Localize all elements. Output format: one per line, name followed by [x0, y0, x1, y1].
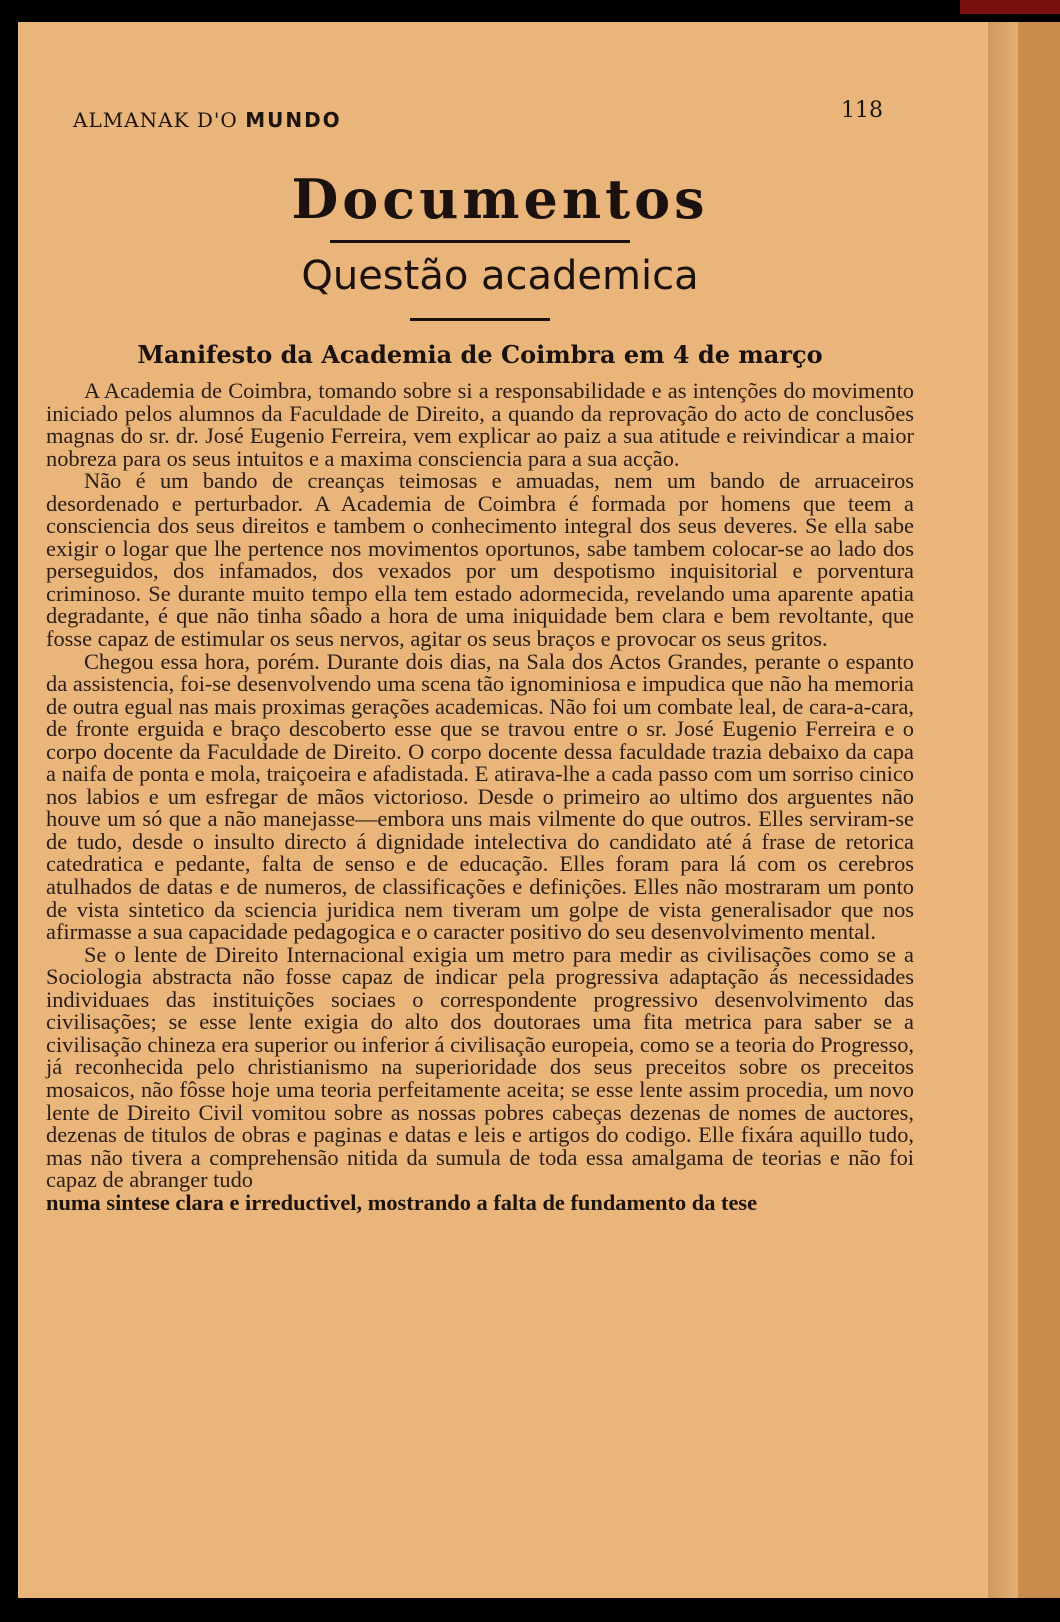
paragraph: Não é um bando de creanças teimosas e amuadas, nem um bando de arruaceiros desordenado e perturbador. A Academia de Coimbra é formada por homens que teem a consciencia dos seus direitos e tambem o conhecimento integral dos seus deveres. Se ella sabe exigir o logar que lhe pertence nos movimentos oportunos, sabe tambem colocar-se ao lado dos perseguidos, dos infamados, dos vexados por um despotismo inquisitorial e porventura criminoso. Se durante muito tempo ella tem estado adormecida, revelando uma aparente apatia degradante, é que não tinha sôado a hora de uma iniquidade bem clara e bem revoltante, que fosse capaz de estimular os seus nervos, agitar os seus braços e provocar os seus gritos.: [46, 468, 914, 652]
paragraph: A Academia de Coimbra, tomando sobre si a responsabilidade e as intenções do movimento iniciado pelos alumnos da Faculdade de Direito, a quando da reprovação do acto de conclusões magnas do sr. dr. José Eugenio Ferreira, vem explicar ao paiz a sua atitude e reivindicar a maior nobreza para os seus intuitos e a maxima consciencia para a sua acção.: [46, 378, 914, 471]
running-header: [73, 96, 883, 136]
paragraph: Chegou essa hora, porém. Durante dois dias, na Sala dos Actos Grandes, perante o espanto da assistencia, foi-se desenvolvendo uma scena tão ignominiosa e impudica que não ha memoria de outra egual nas mais proximas gerações academicas. Não foi um combate leal, de cara-a-cara, de fronte erguida e braço descoberto esse que se travou entre o sr. José Eugenio Ferreira e o corpo docente da Faculdade de Direito. O corpo docente dessa faculdade trazia debaixo da capa a naifa de ponta e mola, traiçoeira e afadistada. E atirava-lhe a cada passo com um sorriso cinico nos labios e um esfregar de mãos victorioso. Desde o primeiro ao ultimo dos arguentes não houve um só que a não manejasse—embora uns mais vilmente do que outros. Elles serviram-se de tudo, desde o insulto directo á dignidade intelectiva do candidato até á frase de retorica catedratica e pedante, falta de senso e de educação. Elles foram para lá com os cerebros atulhados de datas e de numeros, de classificações e definições. Elles não mostraram um ponto de vista sintetico da sciencia juridica nem tiveram um golpe de vista generalisador que nos afirmasse a sua capacidade pedagogica e o caracter positivo do seu desenvolvimento mental.: [46, 648, 914, 945]
running-title-almanak: ALMANAK D'O: [73, 108, 238, 132]
adjacent-page-edge: [1018, 22, 1060, 1598]
page-gutter-shadow: [988, 22, 1018, 1598]
title-divider: [330, 240, 630, 243]
running-title: [73, 108, 342, 132]
manifesto-heading: Manifesto da Academia de Coimbra em 4 de março: [137, 340, 823, 369]
running-title-mundo: MUNDO: [245, 108, 342, 132]
article-body: [46, 380, 914, 1214]
paragraph: Se o lente de Direito Internacional exigia um metro para medir as civilisações como se a Sociologia abstracta não fosse capaz de indicar pela progressiva adaptação ás necessidades individuaes das instituições sociaes o correspondente progressivo desenvolvimento das civilisações; se esse lente exigia do alto dos doutoraes uma fita metrica para saber se a civilisação chineza era superior ou inferior á civilisação europeia, como se a teoria do Progresso, já reconhecida pelo christianismo na superioridade dos seus preceitos sobre os preceitos mosaicos, não fôsse hoje uma teoria perfeitamente aceita; se esse lente assim procedia, um novo lente de Direito Civil vomitou sobre as nossas pobres cabeças dezenas de nomes de auctores, dezenas de titulos de obras e paginas e datas e leis e artigos do codigo. Elle fixára aquillo tudo, mas não tivera a comprehensão nitida da sumula de toda essa amalgama de teorias e não foi capaz de abranger tudo: [46, 941, 914, 1193]
top-edge-marking: [960, 0, 1060, 14]
subtitle-divider: [410, 318, 550, 321]
paragraph-continuation: numa sintese clara e irreductivel, mostrando a falta de fundamento da tese: [46, 1189, 758, 1215]
article-subtitle: Questão academica: [301, 253, 699, 299]
page-number: 118: [841, 98, 883, 123]
section-title: Documentos: [291, 167, 709, 231]
